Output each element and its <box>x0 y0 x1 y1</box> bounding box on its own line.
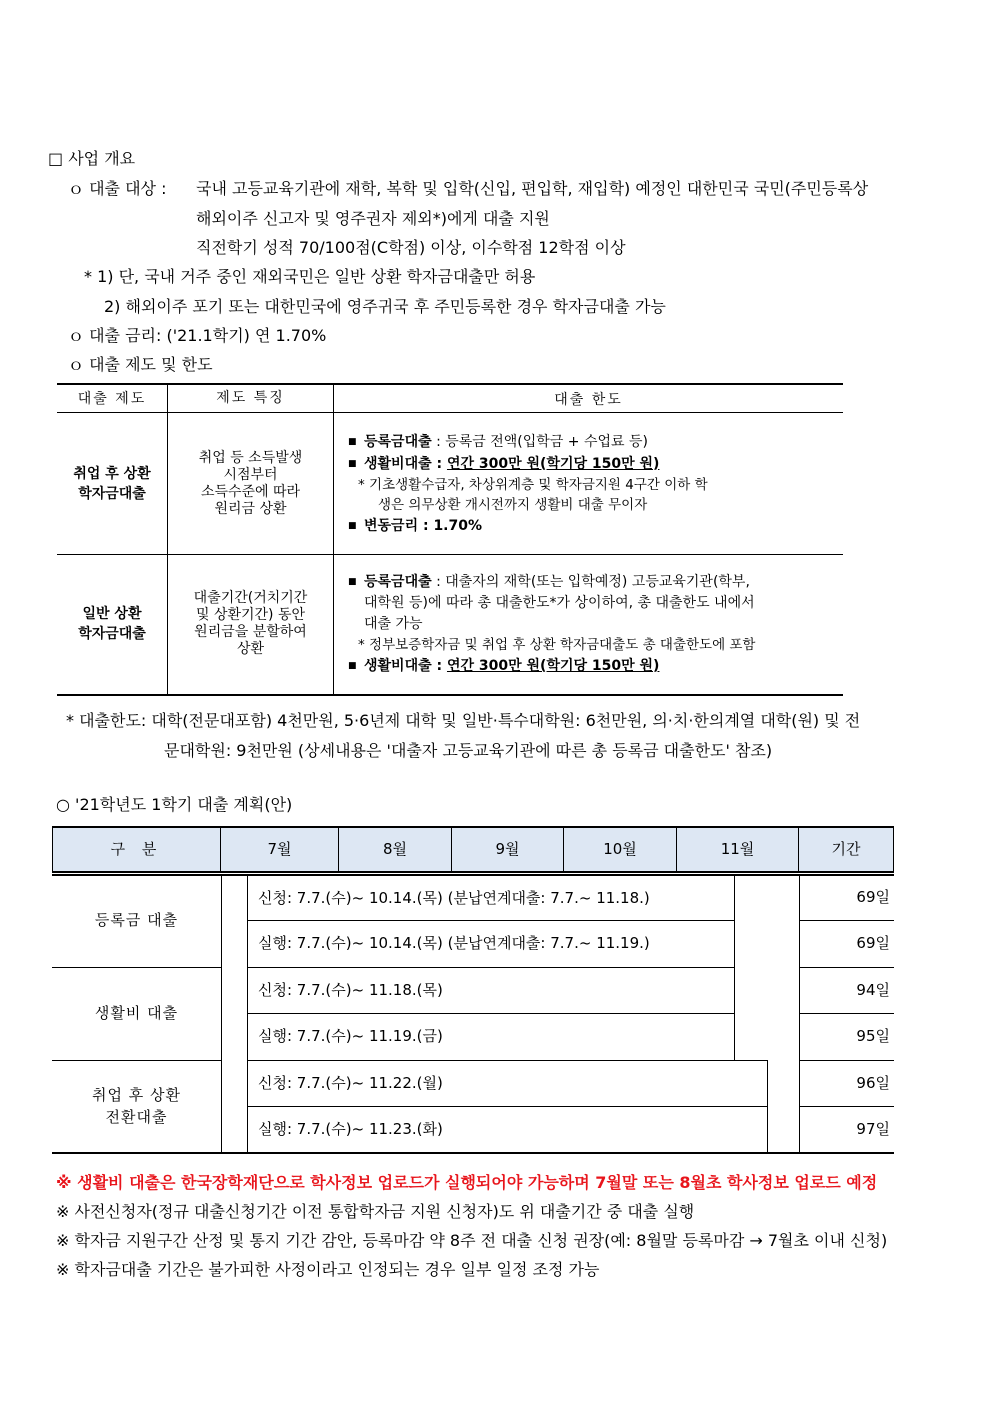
header-sep: 9월 <box>452 828 564 871</box>
conversion-apply-days: 96일 <box>856 1074 890 1092</box>
schedule-group-living: 생활비 대출 <box>94 1004 179 1022</box>
living-exec-days: 95일 <box>856 1027 890 1045</box>
living-apply-bar: 신청: 7.7.(수)~ 11.18.(목) <box>247 967 735 1014</box>
footnote-2: 2) 해외이주 포기 또는 대한민국에 영주귀국 후 주민등록한 경우 학자금대출 가능 <box>104 297 666 316</box>
row1-feature: 취업 등 소득발생 시점부터 소득수준에 따라 원리금 상환 <box>168 413 334 555</box>
header-jul: 7월 <box>221 828 339 871</box>
limit-note-line-1: * 대출한도: 대학(전문대포함) 4천만원, 5·6년제 대학 및 일반·특수대학원: 6천만원, 의·치·한의계열 대학(원) 및 전 <box>66 711 861 730</box>
col-header-limit: 대출 한도 <box>334 384 844 413</box>
note-adjustment: ※ 학자금대출 기간은 불가피한 사정이라고 인정되는 경우 일부 일정 조정 가능 <box>56 1260 600 1279</box>
row2-limit: ■ 등록금대출 : 대출자의 재학(또는 입학예정) 고등교육기관(학부, 대학원 등)에 따라 총 대출한도*가 상이하여, 총 대출한도 내에서 대출 가능 * 정부보증학자금 및 취업 후 상환 학자금대출도 총 대출한도에 포함 ■ 생활비대출 : 연간 300만 원(학기당 150만 원) <box>334 555 844 695</box>
plan-title: ○ '21학년도 1학기 대출 계획(안) <box>56 795 293 814</box>
header-nov: 11월 <box>677 828 799 871</box>
tuition-exec-bar: 실행: 7.7.(수)~ 10.14.(목) (분납연계대출: 7.7.~ 11.19.) <box>247 920 735 968</box>
header-aug: 8월 <box>339 828 452 871</box>
note-pre-applicant: ※ 사전신청자(정규 대출신청기간 이전 통합학자금 지원 신청자)도 위 대출기간 중 대출 실행 <box>56 1202 695 1221</box>
conversion-exec-days: 97일 <box>856 1120 890 1138</box>
schedule-group-conversion: 취업 후 상환 전환대출 <box>92 1086 181 1126</box>
loan-system-title: ｏ 대출 제도 및 한도 <box>68 355 213 374</box>
schedule-group-tuition: 등록금 대출 <box>94 911 179 929</box>
footnote-1: * 1) 단, 국내 거주 중인 재외국민은 일반 상환 학자금대출만 허용 <box>84 267 536 286</box>
header-oct: 10월 <box>564 828 677 871</box>
row2-feature: 대출기간(거치기간 및 상환기간) 동안 원리금을 분할하여 상환 <box>168 555 334 695</box>
limit-note-line-2: 문대학원: 9천만원 (상세내용은 '대출자 고등교육기관에 따른 총 등록금 대출한도' 참조) <box>164 741 773 760</box>
target-line-3: 직전학기 성적 70/100점(C학점) 이상, 이수학점 12학점 이상 <box>196 238 626 257</box>
row2-name: 일반 상환 학자금대출 <box>57 555 168 695</box>
header-category: 구 분 <box>52 828 221 871</box>
row1-name: 취업 후 상환 학자금대출 <box>57 413 168 555</box>
tuition-apply-bar: 신청: 7.7.(수)~ 10.14.(목) (분납연계대출: 7.7.~ 11.18.) <box>247 875 735 921</box>
header-period: 기간 <box>799 828 894 871</box>
row1-limit: ■ 등록금대출 : 등록금 전액(입학금 + 수업료 등) ■ 생활비대출 : 연간 300만 원(학기당 150만 원) * 기초생활수급자, 차상위계층 및 학자금지원 4구간 이하 학 생은 의무상환 개시전까지 생활비 대출 무이자 ■ 변동금리 : 1.70% <box>334 413 844 555</box>
tuition-exec-days: 69일 <box>856 934 890 952</box>
living-apply-days: 94일 <box>856 981 890 999</box>
target-label: ｏ 대출 대상 : <box>68 179 167 198</box>
col-header-feature: 제도 특징 <box>168 384 334 413</box>
conversion-apply-bar: 신청: 7.7.(수)~ 11.22.(월) <box>247 1060 768 1107</box>
conversion-exec-bar: 실행: 7.7.(수)~ 11.23.(화) <box>247 1106 768 1153</box>
living-exec-bar: 실행: 7.7.(수)~ 11.19.(금) <box>247 1013 735 1061</box>
note-recommend: ※ 학자금 지원구간 산정 및 통지 기간 감안, 등록마감 약 8주 전 대출 신청 권장(예: 8월말 등록마감 → 7월초 이내 신청) <box>56 1231 888 1250</box>
col-header-system: 대출 제도 <box>57 384 168 413</box>
target-line-1: 국내 고등교육기관에 재학, 복학 및 입학(신입, 편입학, 재입학) 예정인 대한민국 국민(주민등록상 <box>196 179 869 198</box>
target-line-2: 해외이주 신고자 및 영주권자 제외*)에게 대출 지원 <box>196 209 550 228</box>
section-title: □ 사업 개요 <box>48 149 136 168</box>
tuition-apply-days: 69일 <box>856 888 890 906</box>
loan-rate: ｏ 대출 금리: ('21.1학기) 연 1.70% <box>68 326 327 345</box>
loan-system-table <box>57 383 843 696</box>
schedule-table <box>52 826 894 1154</box>
note-living-upload: ※ 생활비 대출은 한국장학재단으로 학사정보 업로드가 실행되어야 가능하며 7월말 또는 8월초 학사정보 업로드 예정 <box>56 1173 878 1192</box>
schedule-header <box>52 826 894 873</box>
